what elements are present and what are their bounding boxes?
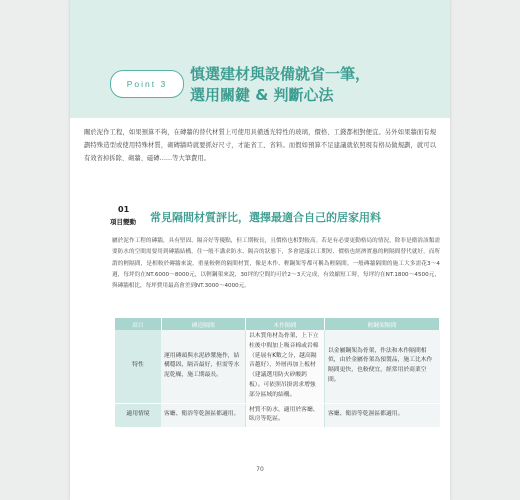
chapter-header: [70, 0, 450, 118]
page-number: 70: [256, 466, 264, 473]
table-row: [115, 330, 440, 403]
intro-paragraph: [84, 126, 436, 165]
table-row: [115, 403, 440, 428]
section-label: 項目變動: [110, 218, 136, 226]
row-label: 特性: [115, 330, 161, 403]
table-header-cell: 輕鋼架隔間: [325, 318, 440, 330]
chapter-title-line-1: 慎選建材與設備就省一筆，: [190, 65, 371, 83]
table-cell: 客廳、衛浴等乾濕區都適用。: [161, 403, 246, 428]
chapter-title-line-2: 選用關鍵 & 判斷心法: [190, 86, 334, 104]
chapter-title: [190, 64, 440, 106]
row-label: 適用情境: [115, 403, 161, 428]
table-cell: 客廳、衛浴等乾濕區都適用。: [325, 403, 440, 428]
table-cell: 運用磚頭與水泥砂漿施作，結構穩固、隔音最好，但需等水泥乾燥，施工期最長。: [161, 330, 246, 403]
section-heading: [110, 205, 440, 231]
table-header-cell: 磚造隔間: [161, 318, 246, 330]
section-body: [112, 236, 440, 292]
intro-text: 關於泥作工程，如果預算不夠，在磚牆的替代材質上可使用具備透光特性的玻璃，價格、工錢都相對便宜。另外如果牆面有規劃特殊造型或使用特殊材質，砌磚牆時就要抓好尺寸，才能省工、省料。而假如預算不足建議就依照現有格局做規劃，就可以有效省掉拆除、砌牆、磁磚……等大筆費用。: [84, 129, 436, 162]
section-body-text: 屬於泥作工程的磚牆，具有堅固、隔音好等優點，但工期較長，且價格也相對較高。若是有必要更動格局的情況，除非是衛浴該類需要防水的空間需要用到磚牆結構，住一般不講求防水、隔音的狀態下，多會建議以工期短、價格也經濟實惠的輕隔間替代就好，而所謂的輕隔間，是相較於磚牆來說，重量較輕的隔間材質，像是木作、輕鋼架等都可稱為輕隔間。一般磚牆隔間的施工大多需花3～4週，每坪約在NT.6000～8000元，以輕鋼架來說，30坪的空間約可於2～3天完成，有效縮短工時，每坪約在NT.1800～4500元，與磚牆相比，每坪費用最高會差到NT.3000～4000元。: [112, 238, 440, 290]
point-badge-label: Point 3: [126, 79, 168, 89]
table-header-cell: 木作隔間: [246, 318, 325, 330]
table-header-row: [115, 318, 440, 330]
table-cell: 以金屬鋼架為骨架，作法和木作隔間相似，由於金屬骨架為預製品，施工比木作隔間更快，也較便宜，經常用於商業空間。: [325, 330, 440, 403]
table-cell: 材質不防水，適用於客廳、臥房等乾區。: [246, 403, 325, 428]
table-header-cell: 項目: [115, 318, 161, 330]
section-title: 常見隔間材質評比，選擇最適合自己的居家用料: [150, 211, 381, 224]
table-cell: 以木質角材為骨架，上下立柱後中間加上吸音棉或岩棉（延展有K數之分，越高隔音越好），外層再加上板材（建議選用防火矽酸鈣板）。可依照吊掛需求增強部分區域的結構。: [246, 330, 325, 403]
comparison-table: [115, 318, 440, 428]
document-page: [70, 0, 450, 500]
point-badge: [110, 70, 184, 98]
section-number: 01: [118, 205, 130, 214]
